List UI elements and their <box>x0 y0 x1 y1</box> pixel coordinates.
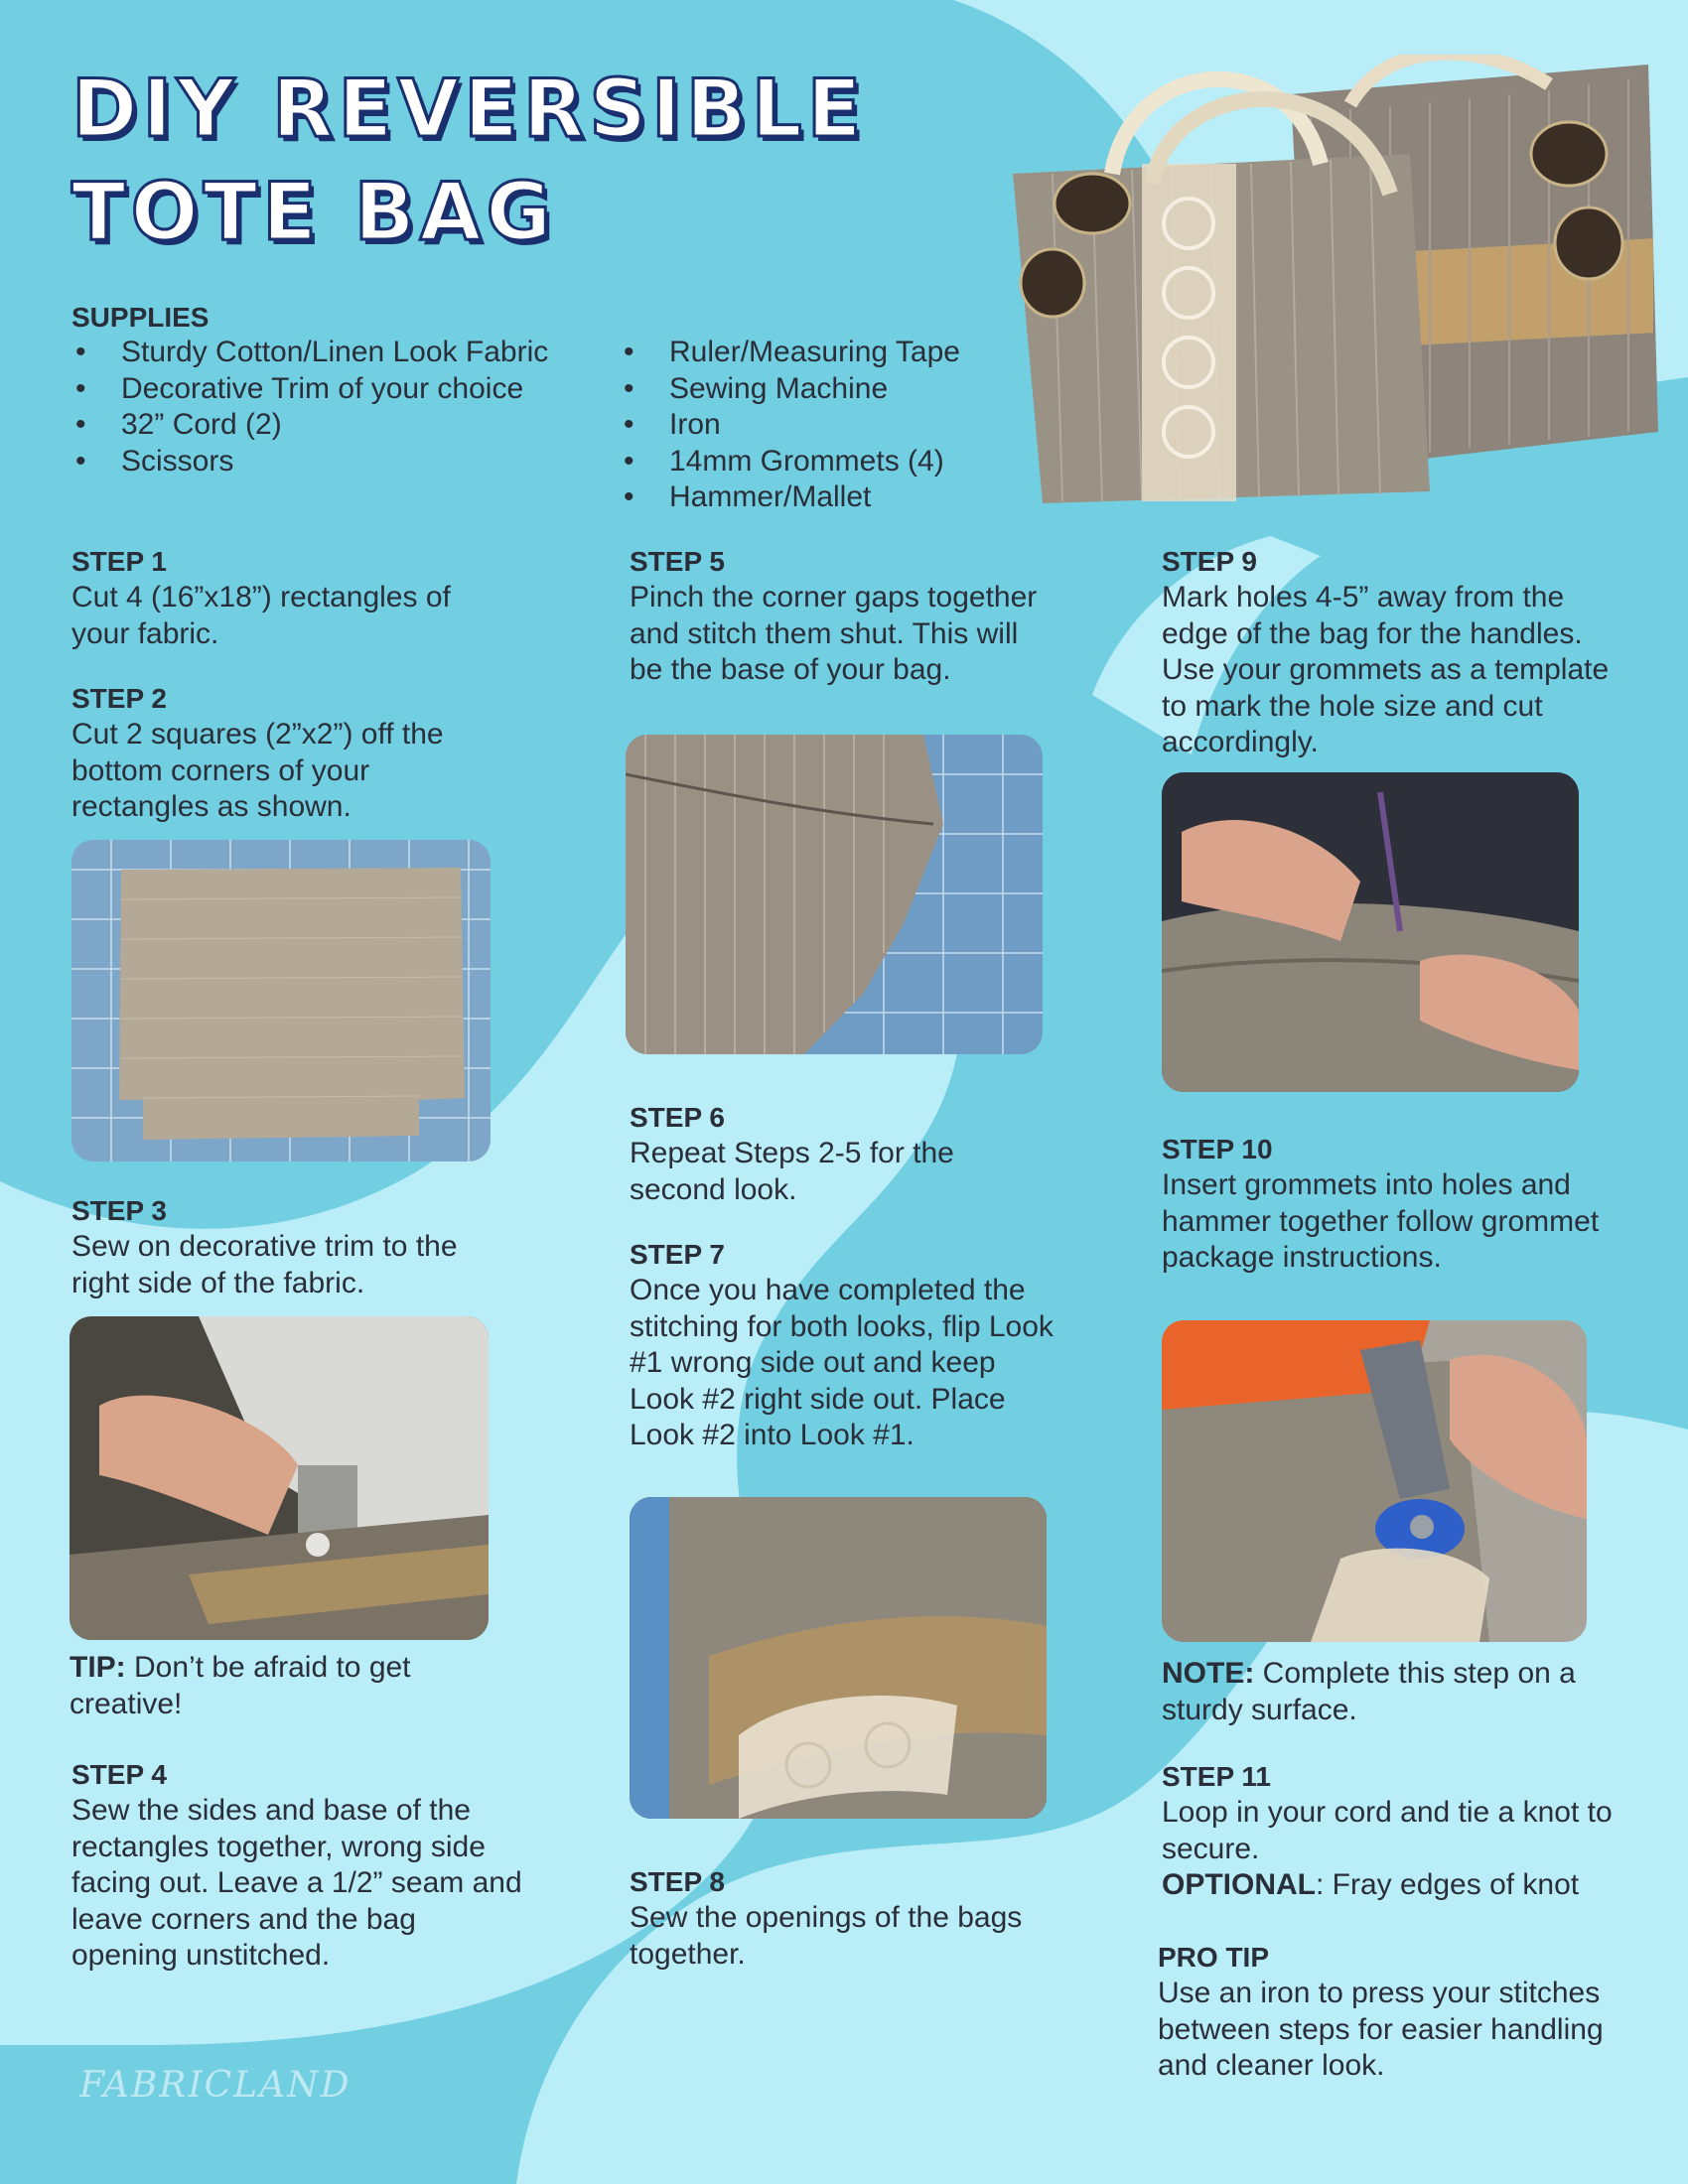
supplies-list-2 <box>620 335 1037 516</box>
step-8-title: STEP 8 <box>630 1866 725 1897</box>
step-7-text: Once you have completed the stitching for both looks, flip Look #1 wrong side out and keep Look #2 right side out. Place Look #2 into Look #1. <box>630 1274 1054 1451</box>
step-2-text: Cut 2 squares (2”x2”) off the bottom corners of your rectangles as shown. <box>71 718 444 823</box>
supply-item: • Scissors <box>71 444 588 480</box>
supply-item: • 14mm Grommets (4) <box>620 444 1037 480</box>
supply-item: • Decorative Trim of your choice <box>71 371 588 408</box>
step-6-title: STEP 6 <box>630 1102 725 1133</box>
step-11-optional <box>1162 1867 1638 1904</box>
tote-bags-photo <box>993 55 1668 506</box>
step-8-text: Sew the openings of the bags together. <box>630 1901 1023 1971</box>
step-6-text: Repeat Steps 2-5 for the second look. <box>630 1137 954 1206</box>
title-line-1: DIY REVERSIBLE <box>71 63 867 155</box>
step-9-text: Mark holes 4-5” away from the edge of the bag for the handles. Use your grommets as a template to mark the hole size and cut accordingly. <box>1162 581 1610 758</box>
title-line-2: TOTE BAG <box>71 166 557 258</box>
step-7-title: STEP 7 <box>630 1239 725 1270</box>
supply-item: • Ruler/Measuring Tape <box>620 335 1037 371</box>
note-label: NOTE: <box>1162 1657 1255 1690</box>
step-11-text <box>1162 1795 1638 1904</box>
fabricland-watermark: FABRICLAND <box>79 2065 352 2106</box>
step-11-title: STEP 11 <box>1162 1761 1272 1792</box>
step-10-photo <box>1162 1320 1587 1642</box>
step-3-text: Sew on decorative trim to the right side of the fabric. <box>71 1230 458 1299</box>
step-11-instruction: Loop in your cord and tie a knot to secure. <box>1162 1796 1613 1865</box>
step-3-photo <box>70 1316 489 1640</box>
page-title <box>71 58 866 264</box>
step-9-photo <box>1162 772 1579 1092</box>
step-4-title: STEP 4 <box>71 1759 167 1790</box>
step-10-title: STEP 10 <box>1162 1134 1273 1164</box>
step-1-text: Cut 4 (16”x18”) rectangles of your fabric. <box>71 581 451 650</box>
supplies-heading: SUPPLIES <box>71 302 210 333</box>
step-2-title: STEP 2 <box>71 683 167 714</box>
step-2-photo <box>71 840 491 1161</box>
note <box>1162 1656 1638 1728</box>
supply-item: • Hammer/Mallet <box>620 479 1037 516</box>
supply-item: • Sewing Machine <box>620 371 1037 408</box>
step-7-photo <box>630 1497 1047 1819</box>
step-10-text: Insert grommets into holes and hammer together follow grommet package instructions. <box>1162 1168 1600 1274</box>
pro-tip-text: Use an iron to press your stitches between steps for easier handling and cleaner look. <box>1158 1977 1604 2082</box>
tip <box>70 1650 487 1722</box>
step-5-photo <box>626 735 1043 1054</box>
note-text: Complete this step on a sturdy surface. <box>1162 1657 1576 1726</box>
step-4-text: Sew the sides and base of the rectangles together, wrong side facing out. Leave a 1/2” seam and leave corners and the bag opening unstitched. <box>71 1794 522 1972</box>
supply-item: • 32” Cord (2) <box>71 407 588 444</box>
pro-tip-title: PRO TIP <box>1158 1942 1270 1973</box>
step-5-text: Pinch the corner gaps together and stitch them shut. This will be the base of your bag. <box>630 581 1038 686</box>
optional-text: : Fray edges of knot <box>1316 1868 1580 1901</box>
tip-text: Don’t be afraid to get creative! <box>70 1651 411 1720</box>
step-9-title: STEP 9 <box>1162 546 1257 577</box>
tip-label: TIP: <box>70 1651 126 1684</box>
supply-item: • Sturdy Cotton/Linen Look Fabric <box>71 335 588 371</box>
step-1-title: STEP 1 <box>71 546 167 577</box>
supplies-list-1 <box>71 335 588 479</box>
supply-item: • Iron <box>620 407 1037 444</box>
step-5-title: STEP 5 <box>630 546 725 577</box>
optional-label: OPTIONAL <box>1162 1868 1316 1901</box>
step-3-title: STEP 3 <box>71 1195 167 1226</box>
